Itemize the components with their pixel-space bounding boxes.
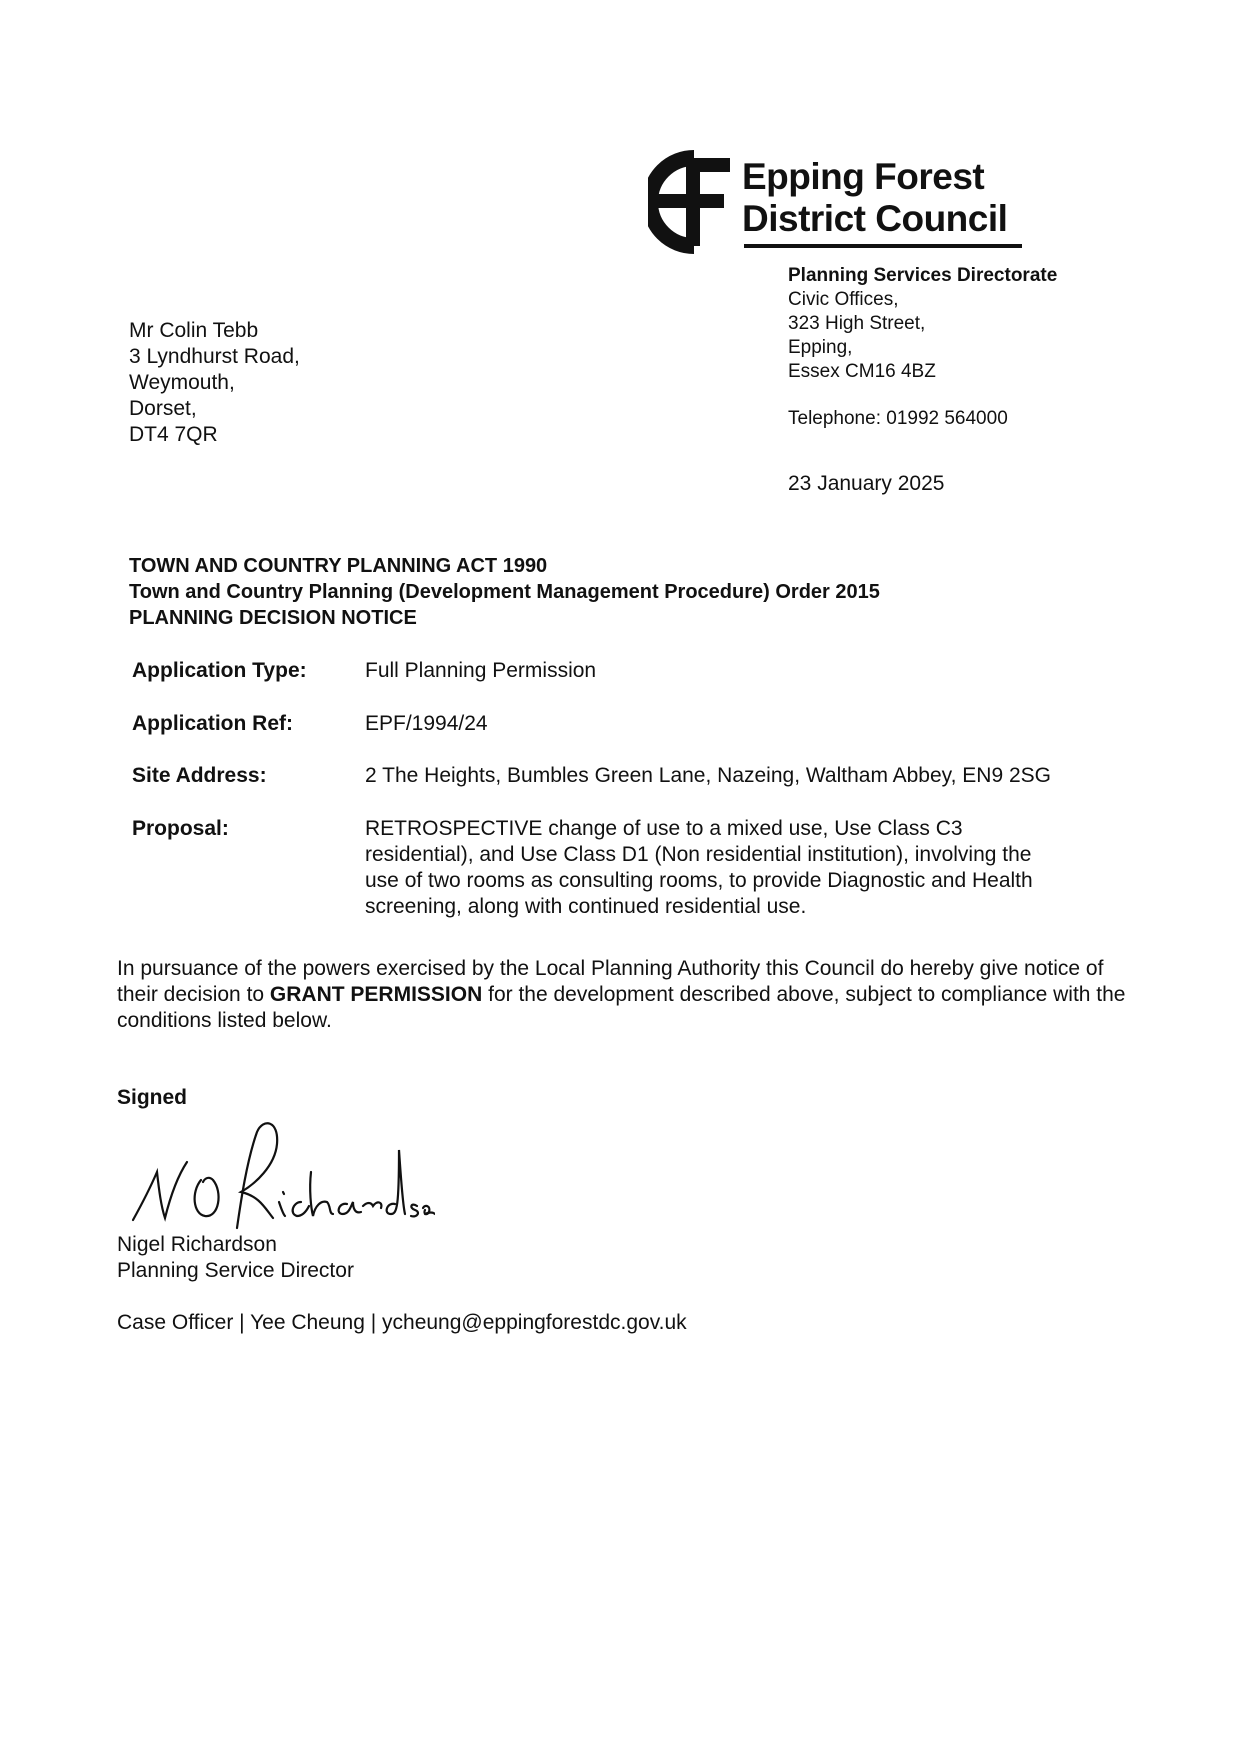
proposal-line: use of two rooms as consulting rooms, to provide Diagnostic and Health	[365, 869, 1033, 892]
recipient-line: Dorset,	[129, 397, 197, 420]
notice-title: PLANNING DECISION NOTICE	[129, 607, 417, 629]
proposal-text	[365, 816, 1235, 920]
recipient-line: 3 Lyndhurst Road,	[129, 345, 300, 368]
address-line: 323 High Street,	[788, 313, 926, 334]
proposal-label: Proposal:	[132, 817, 229, 840]
signed-label: Signed	[117, 1086, 188, 1109]
proposal-line: RETROSPECTIVE change of use to a mixed use, Use Class C3	[365, 817, 963, 840]
logo-underline	[744, 244, 1022, 248]
recipient-line: DT4 7QR	[129, 423, 218, 446]
application-type-label: Application Type:	[132, 659, 307, 682]
council-logo	[648, 150, 1028, 260]
application-ref-value: EPF/1994/24	[365, 712, 488, 735]
signatory-title: Planning Service Director	[117, 1259, 354, 1282]
address-line: Civic Offices,	[788, 289, 899, 310]
recipient-line: Weymouth,	[129, 371, 235, 394]
address-line: Essex CM16 4BZ	[788, 361, 936, 382]
logo-line-2: District Council	[742, 198, 1008, 239]
act-title: TOWN AND COUNTRY PLANNING ACT 1990	[129, 555, 548, 577]
application-type-value: Full Planning Permission	[365, 659, 597, 682]
recipient-line: Mr Colin Tebb	[129, 319, 259, 342]
handwritten-signature	[125, 1110, 435, 1235]
efdc-emblem-icon	[648, 150, 740, 254]
signatory	[117, 1232, 354, 1284]
recipient-address	[129, 318, 300, 448]
order-title: Town and Country Planning (Development Management Procedure) Order 2015	[129, 581, 880, 603]
site-address-value: 2 The Heights, Bumbles Green Lane, Nazeing, Waltham Abbey, EN9 2SG	[365, 764, 1051, 787]
logo-line-1: Epping Forest	[742, 156, 985, 197]
proposal-line: residential), and Use Class D1 (Non residential institution), involving the	[365, 843, 1032, 866]
signatory-name: Nigel Richardson	[117, 1233, 277, 1256]
site-address-label: Site Address:	[132, 764, 267, 787]
decision-paragraph	[117, 956, 1137, 1034]
sender-address	[788, 264, 1057, 384]
decision-emphasis: GRANT PERMISSION	[269, 983, 483, 1006]
directorate-name: Planning Services Directorate	[788, 265, 1058, 286]
proposal-line: screening, along with continued residential use.	[365, 895, 807, 918]
letter-date: 23 January 2025	[788, 472, 945, 495]
address-line: Epping,	[788, 337, 853, 358]
notice-titles	[129, 553, 880, 631]
telephone: Telephone: 01992 564000	[788, 408, 1008, 429]
decision-text-after: for the development described above, subject to compliance with the conditions listed below.	[117, 983, 1126, 1032]
case-officer: Case Officer | Yee Cheung | ycheung@eppingforestdc.gov.uk	[117, 1311, 687, 1334]
application-ref-label: Application Ref:	[132, 712, 293, 735]
decision-text-before: In pursuance of the powers exercised by the Local Planning Authority this Council do hereby give notice of their decision to	[117, 957, 1104, 1006]
